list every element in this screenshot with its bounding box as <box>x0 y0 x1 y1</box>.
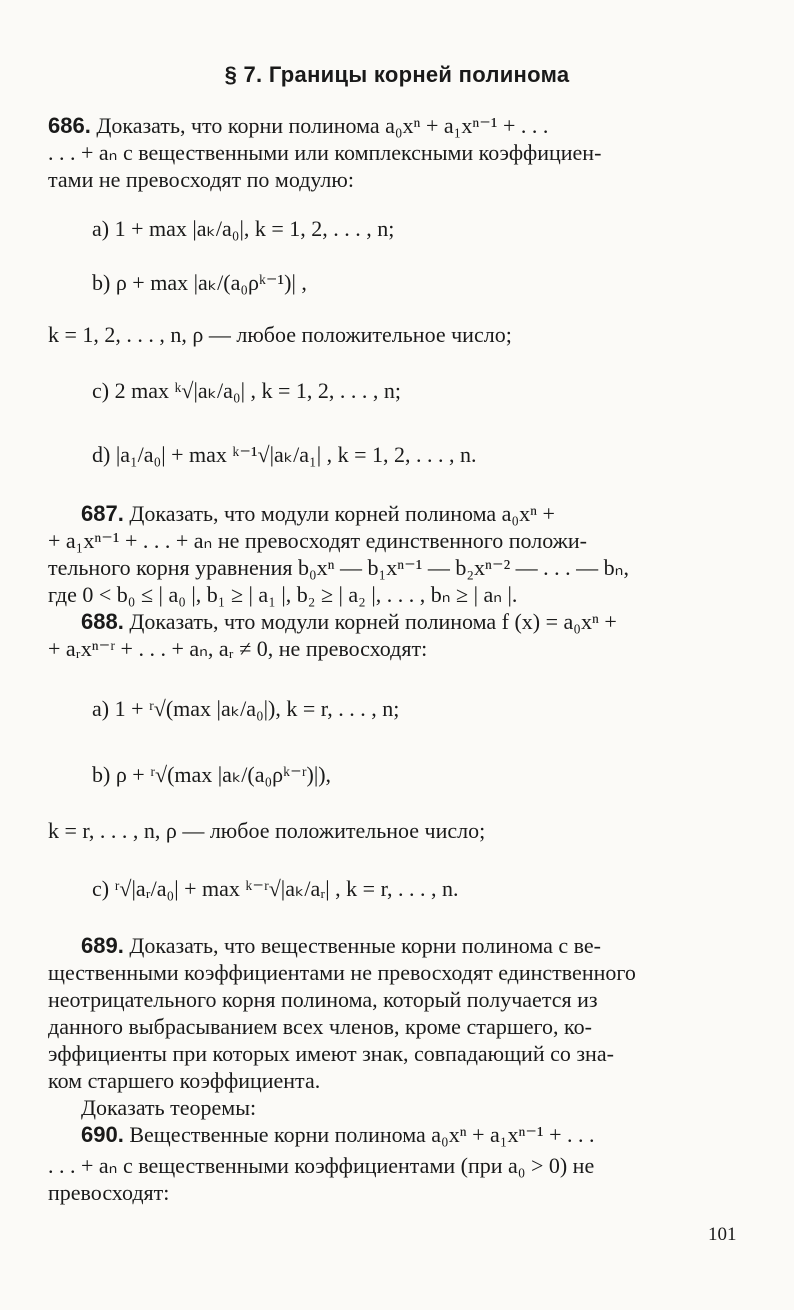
problem-number: 689. <box>81 933 124 958</box>
page-number: 101 <box>708 1224 737 1245</box>
problem-687-line-2: + a₁xⁿ⁻¹ + . . . + aₙ не превосходят единственного положи- <box>48 528 587 553</box>
prove-theorems-line: Доказать теоремы: <box>81 1095 257 1120</box>
problem-689-line-5: эффициенты при которых имеют знак, совпадающий со зна- <box>48 1041 614 1066</box>
problem-690-line-3: превосходят: <box>48 1180 170 1205</box>
formula-686-a: а) 1 + max |aₖ/a₀|, k = 1, 2, . . . , n; <box>92 216 395 241</box>
problem-689-line-3: неотрицательного корня полинома, который получается из <box>48 987 598 1012</box>
formula-688-b-tail: k = r, . . . , n, ρ — любое положительное число; <box>48 818 486 843</box>
problem-689-line-1: 689. Доказать, что вещественные корни полинома с ве- <box>81 933 602 958</box>
problem-number: 690. <box>81 1122 124 1147</box>
problem-689 <box>48 932 748 1094</box>
problem-687-line-3: тельного корня уравнения b₀xⁿ — b₁xⁿ⁻¹ — b₂xⁿ⁻² — . . . — bₙ, <box>48 555 629 580</box>
formula-686-d: d) |a₁/a₀| + max ᵏ⁻¹√|aₖ/a₁| , k = 1, 2, . . . , n. <box>92 442 477 467</box>
problem-688 <box>48 608 748 662</box>
problem-689-line-6: ком старшего коэффициента. <box>48 1068 321 1093</box>
problem-689-line-2: щественными коэффициентами не превосходят единственного <box>48 960 636 985</box>
formula-686-b-tail: k = 1, 2, . . . , n, ρ — любое положительное число; <box>48 322 512 347</box>
problem-number: 686. <box>48 113 91 138</box>
problem-687-line-1: 687. Доказать, что модули корней полинома a₀xⁿ + <box>81 501 555 526</box>
problem-number: 687. <box>81 501 124 526</box>
problem-688-line-2: + aᵣxⁿ⁻ʳ + . . . + aₙ, aᵣ ≠ 0, не превосходят: <box>48 636 428 661</box>
problem-686-line-3: тами не превосходят по модулю: <box>48 167 354 192</box>
problem-686 <box>48 112 748 193</box>
problem-number: 688. <box>81 609 124 634</box>
formula-688-b: b) ρ + ʳ√(max |aₖ/(a₀ρᵏ⁻ʳ)|), <box>92 762 332 787</box>
formula-688-a: а) 1 + ʳ√(max |aₖ/a₀|), k = r, . . . , n; <box>92 696 400 721</box>
problem-690-line-2: . . . + aₙ с вещественными коэффициентами (при a₀ > 0) не <box>48 1153 595 1178</box>
problem-690 <box>48 1121 748 1206</box>
problem-690-line-1: 690. Вещественные корни полинома a₀xⁿ + a₁xⁿ⁻¹ + . . . <box>81 1122 595 1147</box>
problem-686-line-1: 686. Доказать, что корни полинома a₀xⁿ + a₁xⁿ⁻¹ + . . . <box>48 113 549 138</box>
formula-688-c: c) ʳ√|aᵣ/a₀| + max ᵏ⁻ʳ√|aₖ/aᵣ| , k = r, . . . , n. <box>92 876 459 901</box>
problem-687-line-4: где 0 < b₀ ≤ | a₀ |, b₁ ≥ | a₁ |, b₂ ≥ | a₂ |, . . . , bₙ ≥ | aₙ |. <box>48 582 518 607</box>
problem-687 <box>48 500 748 608</box>
formula-686-c: c) 2 max ᵏ√|aₖ/a₀| , k = 1, 2, . . . , n; <box>92 378 401 403</box>
problem-686-line-2: . . . + aₙ с вещественными или комплексными коэффициен- <box>48 140 602 165</box>
problem-689-line-4: данного выбрасыванием всех членов, кроме старшего, ко- <box>48 1014 592 1039</box>
problem-688-line-1: 688. Доказать, что модули корней полинома f (x) = a₀xⁿ + <box>81 609 617 634</box>
formula-686-b: b) ρ + max |aₖ/(a₀ρᵏ⁻¹)| , <box>92 270 307 295</box>
section-heading: § 7. Границы корней полинома <box>224 62 570 87</box>
